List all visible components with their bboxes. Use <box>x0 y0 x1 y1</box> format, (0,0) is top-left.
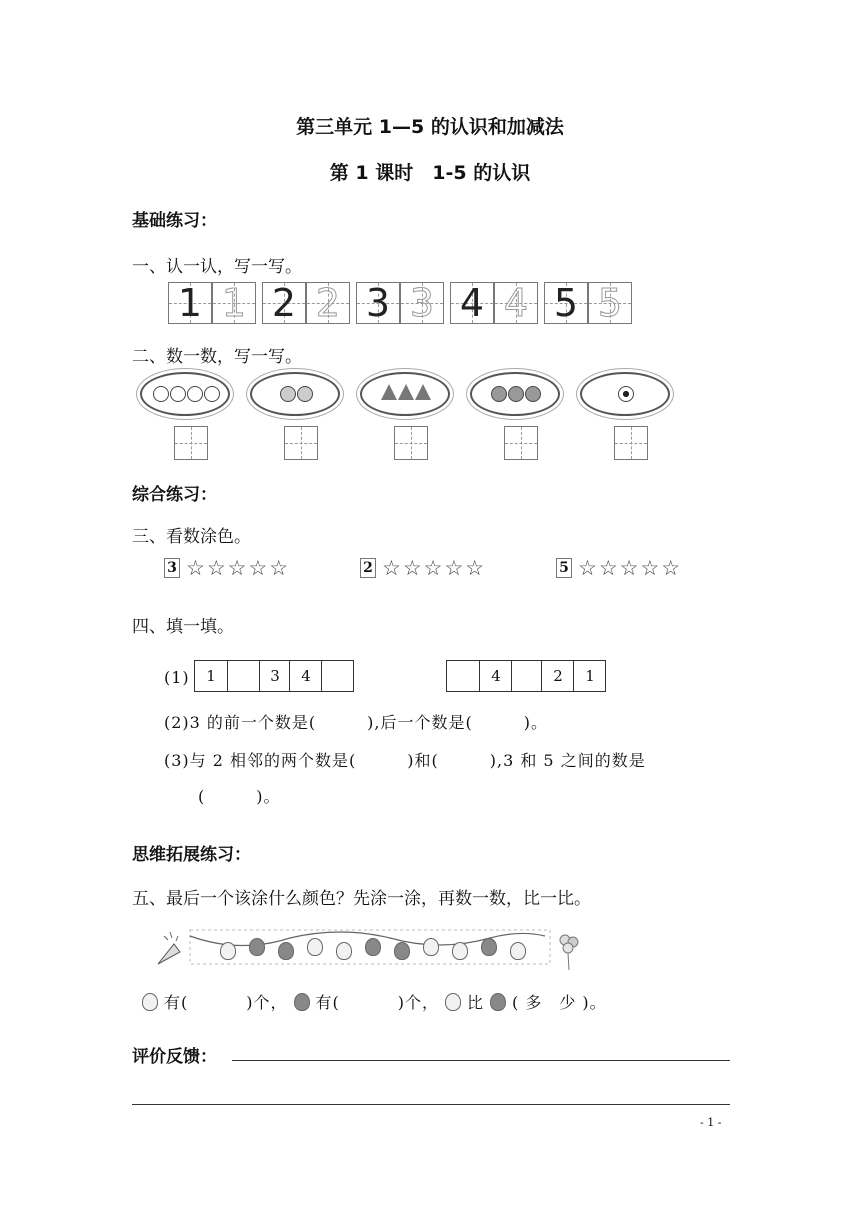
digit-trace-box[interactable] <box>306 282 350 324</box>
section-thinking-heading: 思维拓展练习： <box>132 845 251 865</box>
q4-part3-line2: ( )。 <box>198 787 281 806</box>
dark-bulb-icon <box>278 942 294 960</box>
page-title: 第三单元 1—5 的认识和加减法 <box>296 116 564 138</box>
shuttlecock-icon <box>381 384 397 400</box>
digit-glyph: 2 <box>271 281 297 325</box>
star-outlines[interactable]: ☆☆☆☆☆ <box>578 556 683 580</box>
sequence-blank-cell[interactable] <box>511 661 542 691</box>
color-stars-item <box>164 556 290 580</box>
ball-icon <box>297 386 313 402</box>
tracing-grid-row <box>168 282 638 324</box>
counting-groups <box>140 368 700 468</box>
sequence-number-cell: 1 <box>573 661 606 691</box>
q5-text-b: )个， <box>246 993 288 1012</box>
item-group-oval <box>470 372 560 416</box>
q5-text-c: 有( <box>315 993 340 1012</box>
digit-model-box <box>450 282 494 324</box>
q5-answer-line <box>142 990 607 1013</box>
item-group-oval <box>360 372 450 416</box>
q4-part1-label: (1) <box>164 668 190 687</box>
item-group-oval <box>580 372 670 416</box>
count-answer-box[interactable] <box>284 426 318 460</box>
basketball-icon <box>491 386 507 402</box>
color-stars-item <box>360 556 486 580</box>
digit-model-box <box>356 282 400 324</box>
light-bulb-icon[interactable] <box>510 942 526 960</box>
digit-glyph: 5 <box>553 281 579 325</box>
q4-part2: (2)3 的前一个数是( ),后一个数是( )。 <box>164 713 548 732</box>
party-popper-icon <box>158 932 180 964</box>
target-number-box: 5 <box>556 558 572 578</box>
color-stars-item <box>556 556 682 580</box>
dark-bulb-icon <box>490 993 506 1011</box>
digit-glyph: 4 <box>459 281 485 325</box>
digit-model-box <box>544 282 588 324</box>
question-4-label: 四、填一填。 <box>132 617 234 637</box>
racket-icon <box>153 386 169 402</box>
basketball-icon <box>508 386 524 402</box>
shuttlecock-icon <box>398 384 414 400</box>
q4-part3-line1: (3)与 2 相邻的两个数是( )和( ),3 和 5 之间的数是 <box>164 751 646 770</box>
sequence-b <box>446 660 606 692</box>
count-answer-box[interactable] <box>174 426 208 460</box>
light-bulb-icon <box>445 993 461 1011</box>
target-number-box: 2 <box>360 558 376 578</box>
dark-bulb-icon <box>249 938 265 956</box>
light-bulb-icon <box>336 942 352 960</box>
digit-model-box <box>168 282 212 324</box>
sequence-number-cell: 4 <box>289 661 322 691</box>
q5-text-d: )个， <box>397 993 439 1012</box>
racket-icon <box>187 386 203 402</box>
digit-trace-box[interactable] <box>400 282 444 324</box>
bulb-row <box>220 932 540 968</box>
sequence-number-cell: 1 <box>206 667 216 685</box>
ball-icon <box>280 386 296 402</box>
star-outlines[interactable]: ☆☆☆☆☆ <box>186 556 291 580</box>
q5-text-f: ( 多 少 )。 <box>512 993 607 1012</box>
sequence-number-cell: 4 <box>479 661 512 691</box>
lesson-subtitle: 第 1 课时 1-5 的认识 <box>329 162 531 184</box>
shuttlecock-icon <box>415 384 431 400</box>
sequence-blank-cell[interactable] <box>447 661 479 691</box>
digit-model-box <box>262 282 306 324</box>
digit-glyph: 1 <box>177 281 203 325</box>
digit-glyph: 3 <box>365 281 391 325</box>
sequence-blank-cell[interactable] <box>227 661 260 691</box>
balloons-icon <box>555 930 585 976</box>
star-outlines[interactable]: ☆☆☆☆☆ <box>382 556 487 580</box>
dark-bulb-icon <box>481 938 497 956</box>
q5-text-e: 比 <box>467 993 485 1012</box>
count-answer-box[interactable] <box>394 426 428 460</box>
digit-glyph: 2 <box>315 281 341 325</box>
question-2-label: 二、数一数，写一写。 <box>132 347 302 367</box>
page-number: - 1 - <box>700 1116 722 1129</box>
count-answer-box[interactable] <box>614 426 648 460</box>
digit-glyph: 1 <box>221 281 247 325</box>
dark-bulb-icon <box>394 942 410 960</box>
count-answer-box[interactable] <box>504 426 538 460</box>
digit-trace-box[interactable] <box>588 282 632 324</box>
dark-bulb-icon <box>294 993 310 1011</box>
sequence-number-cell: 2 <box>541 661 574 691</box>
digit-glyph: 3 <box>409 281 435 325</box>
section-basic-heading: 基础练习： <box>132 211 217 231</box>
section-comprehensive-heading: 综合练习： <box>132 485 217 505</box>
sequence-blank-cell[interactable] <box>321 661 354 691</box>
sequence-number-cell: 3 <box>259 661 290 691</box>
light-bulb-icon <box>423 938 439 956</box>
digit-trace-box[interactable] <box>494 282 538 324</box>
light-bulb-icon <box>452 942 468 960</box>
digit-trace-box[interactable] <box>212 282 256 324</box>
feedback-line[interactable] <box>232 1060 730 1061</box>
item-group-oval <box>250 372 340 416</box>
q5-text-a: 有( <box>164 993 189 1012</box>
light-bulb-icon <box>307 938 323 956</box>
racket-icon <box>204 386 220 402</box>
target-number-box: 3 <box>164 558 180 578</box>
light-bulb-icon <box>142 993 158 1011</box>
question-1-label: 一、认一认，写一写。 <box>132 257 302 277</box>
light-bulb-icon <box>220 942 236 960</box>
digit-glyph: 4 <box>503 281 529 325</box>
basketball-icon <box>525 386 541 402</box>
soccer-icon <box>618 386 634 402</box>
footer-rule <box>132 1104 730 1105</box>
sequence-a <box>194 660 354 692</box>
color-stars-row <box>164 556 724 586</box>
racket-icon <box>170 386 186 402</box>
dark-bulb-icon <box>365 938 381 956</box>
question-3-label: 三、看数涂色。 <box>132 527 251 547</box>
item-group-oval <box>140 372 230 416</box>
question-5-label: 五、最后一个该涂什么颜色？先涂一涂，再数一数，比一比。 <box>132 889 591 909</box>
digit-glyph: 5 <box>597 281 623 325</box>
feedback-label: 评价反馈： <box>132 1047 217 1067</box>
